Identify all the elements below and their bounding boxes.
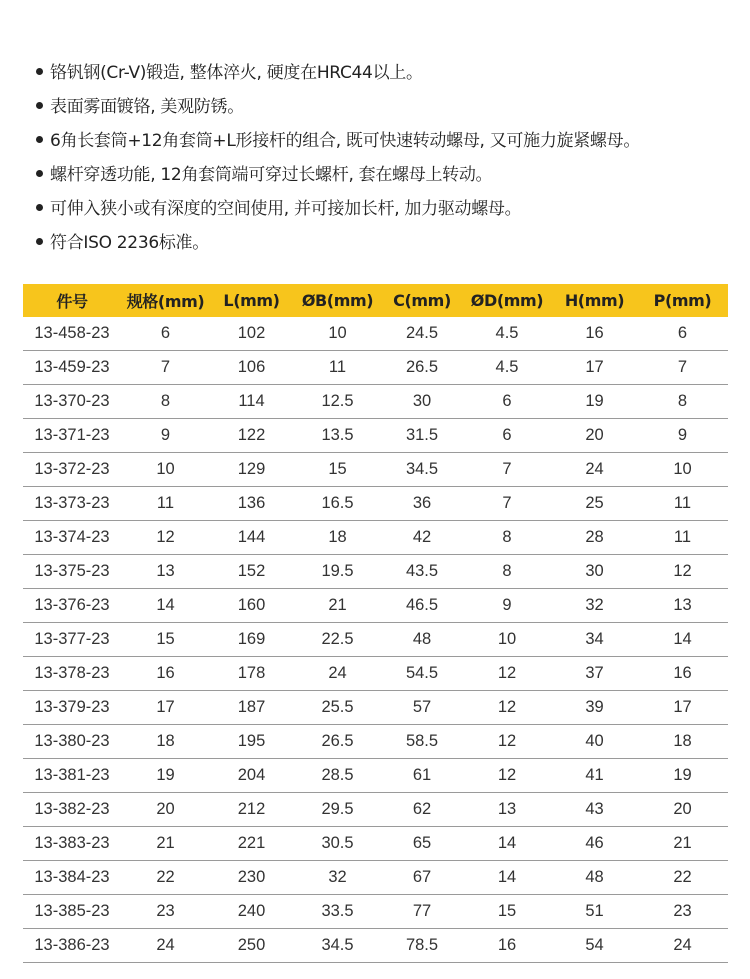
cell-part-no: 13-372-23 xyxy=(23,453,121,487)
cell-size: 7 xyxy=(121,351,210,385)
cell-p: 21 xyxy=(637,827,728,861)
column-header-p: P(mm) xyxy=(637,284,728,317)
cell-part-no: 13-371-23 xyxy=(23,419,121,453)
cell-d: 15 xyxy=(462,895,552,929)
cell-l: 144 xyxy=(210,521,293,555)
feature-text: 符合ISO 2236标准。 xyxy=(50,233,209,253)
feature-text: 表面雾面镀铬, 美观防锈。 xyxy=(50,97,244,117)
cell-p: 24 xyxy=(637,929,728,963)
cell-size: 11 xyxy=(121,487,210,521)
column-header-l: L(mm) xyxy=(210,284,293,317)
cell-l: 106 xyxy=(210,351,293,385)
cell-d: 9 xyxy=(462,589,552,623)
cell-part-no: 13-378-23 xyxy=(23,657,121,691)
cell-p: 12 xyxy=(637,555,728,589)
cell-size: 14 xyxy=(121,589,210,623)
column-header-d: ØD(mm) xyxy=(462,284,552,317)
cell-c: 31.5 xyxy=(382,419,462,453)
table-header-row xyxy=(23,284,728,317)
cell-c: 54.5 xyxy=(382,657,462,691)
cell-b: 32 xyxy=(293,861,382,895)
cell-l: 195 xyxy=(210,725,293,759)
cell-h: 54 xyxy=(552,929,637,963)
cell-c: 61 xyxy=(382,759,462,793)
cell-b: 22.5 xyxy=(293,623,382,657)
cell-h: 48 xyxy=(552,861,637,895)
cell-size: 15 xyxy=(121,623,210,657)
cell-b: 12.5 xyxy=(293,385,382,419)
cell-l: 212 xyxy=(210,793,293,827)
cell-l: 169 xyxy=(210,623,293,657)
cell-part-no: 13-384-23 xyxy=(23,861,121,895)
cell-d: 13 xyxy=(462,793,552,827)
cell-h: 46 xyxy=(552,827,637,861)
cell-h: 24 xyxy=(552,453,637,487)
cell-part-no: 13-381-23 xyxy=(23,759,121,793)
cell-l: 187 xyxy=(210,691,293,725)
table-row xyxy=(23,521,728,555)
cell-h: 37 xyxy=(552,657,637,691)
cell-b: 29.5 xyxy=(293,793,382,827)
bullet-icon xyxy=(36,68,43,75)
cell-part-no: 13-377-23 xyxy=(23,623,121,657)
cell-part-no: 13-373-23 xyxy=(23,487,121,521)
cell-p: 14 xyxy=(637,623,728,657)
cell-l: 250 xyxy=(210,929,293,963)
cell-h: 40 xyxy=(552,725,637,759)
column-header-size: 规格(mm) xyxy=(121,284,210,317)
cell-c: 26.5 xyxy=(382,351,462,385)
feature-text: 6角长套筒+12角套筒+L形接杆的组合, 既可快速转动螺母, 又可施力旋紧螺母。 xyxy=(50,131,641,151)
feature-item xyxy=(36,226,640,260)
cell-h: 34 xyxy=(552,623,637,657)
cell-b: 34.5 xyxy=(293,929,382,963)
cell-l: 152 xyxy=(210,555,293,589)
cell-l: 129 xyxy=(210,453,293,487)
cell-c: 62 xyxy=(382,793,462,827)
spec-table xyxy=(23,284,728,963)
cell-part-no: 13-376-23 xyxy=(23,589,121,623)
cell-p: 7 xyxy=(637,351,728,385)
feature-list xyxy=(36,56,640,260)
bullet-icon xyxy=(36,136,43,143)
table-row xyxy=(23,759,728,793)
feature-item xyxy=(36,158,640,192)
cell-d: 10 xyxy=(462,623,552,657)
table-row xyxy=(23,895,728,929)
cell-d: 8 xyxy=(462,521,552,555)
cell-b: 25.5 xyxy=(293,691,382,725)
cell-size: 23 xyxy=(121,895,210,929)
cell-d: 7 xyxy=(462,453,552,487)
cell-d: 14 xyxy=(462,827,552,861)
feature-item xyxy=(36,124,640,158)
cell-c: 67 xyxy=(382,861,462,895)
cell-b: 24 xyxy=(293,657,382,691)
cell-p: 19 xyxy=(637,759,728,793)
table-row xyxy=(23,623,728,657)
cell-b: 10 xyxy=(293,317,382,351)
cell-p: 11 xyxy=(637,521,728,555)
cell-c: 65 xyxy=(382,827,462,861)
feature-item xyxy=(36,56,640,90)
cell-c: 34.5 xyxy=(382,453,462,487)
cell-p: 11 xyxy=(637,487,728,521)
cell-d: 12 xyxy=(462,759,552,793)
cell-h: 51 xyxy=(552,895,637,929)
cell-part-no: 13-383-23 xyxy=(23,827,121,861)
cell-size: 12 xyxy=(121,521,210,555)
column-header-c: C(mm) xyxy=(382,284,462,317)
cell-c: 48 xyxy=(382,623,462,657)
table-row xyxy=(23,317,728,351)
cell-c: 30 xyxy=(382,385,462,419)
cell-b: 26.5 xyxy=(293,725,382,759)
cell-d: 4.5 xyxy=(462,317,552,351)
cell-d: 12 xyxy=(462,691,552,725)
bullet-icon xyxy=(36,238,43,245)
table-row xyxy=(23,351,728,385)
cell-size: 6 xyxy=(121,317,210,351)
cell-c: 58.5 xyxy=(382,725,462,759)
cell-b: 28.5 xyxy=(293,759,382,793)
cell-b: 15 xyxy=(293,453,382,487)
cell-h: 19 xyxy=(552,385,637,419)
table-row xyxy=(23,589,728,623)
cell-size: 16 xyxy=(121,657,210,691)
table-row xyxy=(23,861,728,895)
cell-p: 10 xyxy=(637,453,728,487)
cell-c: 43.5 xyxy=(382,555,462,589)
feature-text: 铬钒钢(Cr-V)锻造, 整体淬火, 硬度在HRC44以上。 xyxy=(50,63,423,83)
cell-d: 14 xyxy=(462,861,552,895)
cell-l: 221 xyxy=(210,827,293,861)
cell-part-no: 13-459-23 xyxy=(23,351,121,385)
cell-l: 102 xyxy=(210,317,293,351)
cell-c: 77 xyxy=(382,895,462,929)
table-row xyxy=(23,385,728,419)
cell-size: 19 xyxy=(121,759,210,793)
cell-l: 178 xyxy=(210,657,293,691)
cell-size: 22 xyxy=(121,861,210,895)
cell-h: 43 xyxy=(552,793,637,827)
cell-part-no: 13-386-23 xyxy=(23,929,121,963)
cell-d: 7 xyxy=(462,487,552,521)
cell-size: 8 xyxy=(121,385,210,419)
cell-part-no: 13-382-23 xyxy=(23,793,121,827)
cell-size: 21 xyxy=(121,827,210,861)
cell-part-no: 13-385-23 xyxy=(23,895,121,929)
table-row xyxy=(23,419,728,453)
table-row xyxy=(23,691,728,725)
cell-p: 6 xyxy=(637,317,728,351)
cell-size: 10 xyxy=(121,453,210,487)
cell-part-no: 13-379-23 xyxy=(23,691,121,725)
bullet-icon xyxy=(36,170,43,177)
table-row xyxy=(23,929,728,963)
table-row xyxy=(23,555,728,589)
cell-b: 18 xyxy=(293,521,382,555)
feature-text: 螺杆穿透功能, 12角套筒端可穿过长螺杆, 套在螺母上转动。 xyxy=(50,165,493,185)
table-row xyxy=(23,453,728,487)
feature-item xyxy=(36,90,640,124)
cell-h: 25 xyxy=(552,487,637,521)
cell-b: 13.5 xyxy=(293,419,382,453)
cell-c: 42 xyxy=(382,521,462,555)
feature-text: 可伸入狭小或有深度的空间使用, 并可接加长杆, 加力驱动螺母。 xyxy=(50,199,522,219)
cell-part-no: 13-380-23 xyxy=(23,725,121,759)
cell-h: 39 xyxy=(552,691,637,725)
table-row xyxy=(23,827,728,861)
cell-p: 8 xyxy=(637,385,728,419)
cell-h: 17 xyxy=(552,351,637,385)
cell-c: 78.5 xyxy=(382,929,462,963)
cell-b: 33.5 xyxy=(293,895,382,929)
cell-l: 114 xyxy=(210,385,293,419)
cell-size: 17 xyxy=(121,691,210,725)
table-row xyxy=(23,487,728,521)
cell-p: 9 xyxy=(637,419,728,453)
cell-l: 136 xyxy=(210,487,293,521)
cell-l: 240 xyxy=(210,895,293,929)
cell-size: 13 xyxy=(121,555,210,589)
cell-b: 11 xyxy=(293,351,382,385)
column-header-part-no: 件号 xyxy=(23,284,121,317)
cell-part-no: 13-458-23 xyxy=(23,317,121,351)
table-row xyxy=(23,725,728,759)
cell-b: 30.5 xyxy=(293,827,382,861)
cell-p: 17 xyxy=(637,691,728,725)
cell-b: 16.5 xyxy=(293,487,382,521)
cell-d: 6 xyxy=(462,419,552,453)
cell-d: 12 xyxy=(462,657,552,691)
cell-b: 21 xyxy=(293,589,382,623)
cell-l: 204 xyxy=(210,759,293,793)
cell-c: 57 xyxy=(382,691,462,725)
cell-p: 20 xyxy=(637,793,728,827)
cell-p: 18 xyxy=(637,725,728,759)
cell-l: 230 xyxy=(210,861,293,895)
cell-d: 8 xyxy=(462,555,552,589)
cell-h: 16 xyxy=(552,317,637,351)
cell-part-no: 13-374-23 xyxy=(23,521,121,555)
cell-d: 12 xyxy=(462,725,552,759)
cell-d: 6 xyxy=(462,385,552,419)
cell-size: 24 xyxy=(121,929,210,963)
cell-c: 46.5 xyxy=(382,589,462,623)
cell-l: 160 xyxy=(210,589,293,623)
cell-h: 20 xyxy=(552,419,637,453)
column-header-b: ØB(mm) xyxy=(293,284,382,317)
cell-b: 19.5 xyxy=(293,555,382,589)
table-row xyxy=(23,793,728,827)
cell-l: 122 xyxy=(210,419,293,453)
cell-part-no: 13-375-23 xyxy=(23,555,121,589)
table-body xyxy=(23,317,728,963)
bullet-icon xyxy=(36,204,43,211)
cell-h: 32 xyxy=(552,589,637,623)
cell-size: 20 xyxy=(121,793,210,827)
column-header-h: H(mm) xyxy=(552,284,637,317)
cell-size: 18 xyxy=(121,725,210,759)
feature-item xyxy=(36,192,640,226)
cell-p: 16 xyxy=(637,657,728,691)
cell-p: 22 xyxy=(637,861,728,895)
cell-h: 30 xyxy=(552,555,637,589)
cell-c: 36 xyxy=(382,487,462,521)
bullet-icon xyxy=(36,102,43,109)
cell-p: 23 xyxy=(637,895,728,929)
table-row xyxy=(23,657,728,691)
cell-p: 13 xyxy=(637,589,728,623)
cell-d: 16 xyxy=(462,929,552,963)
cell-h: 28 xyxy=(552,521,637,555)
cell-c: 24.5 xyxy=(382,317,462,351)
cell-h: 41 xyxy=(552,759,637,793)
cell-part-no: 13-370-23 xyxy=(23,385,121,419)
cell-d: 4.5 xyxy=(462,351,552,385)
cell-size: 9 xyxy=(121,419,210,453)
